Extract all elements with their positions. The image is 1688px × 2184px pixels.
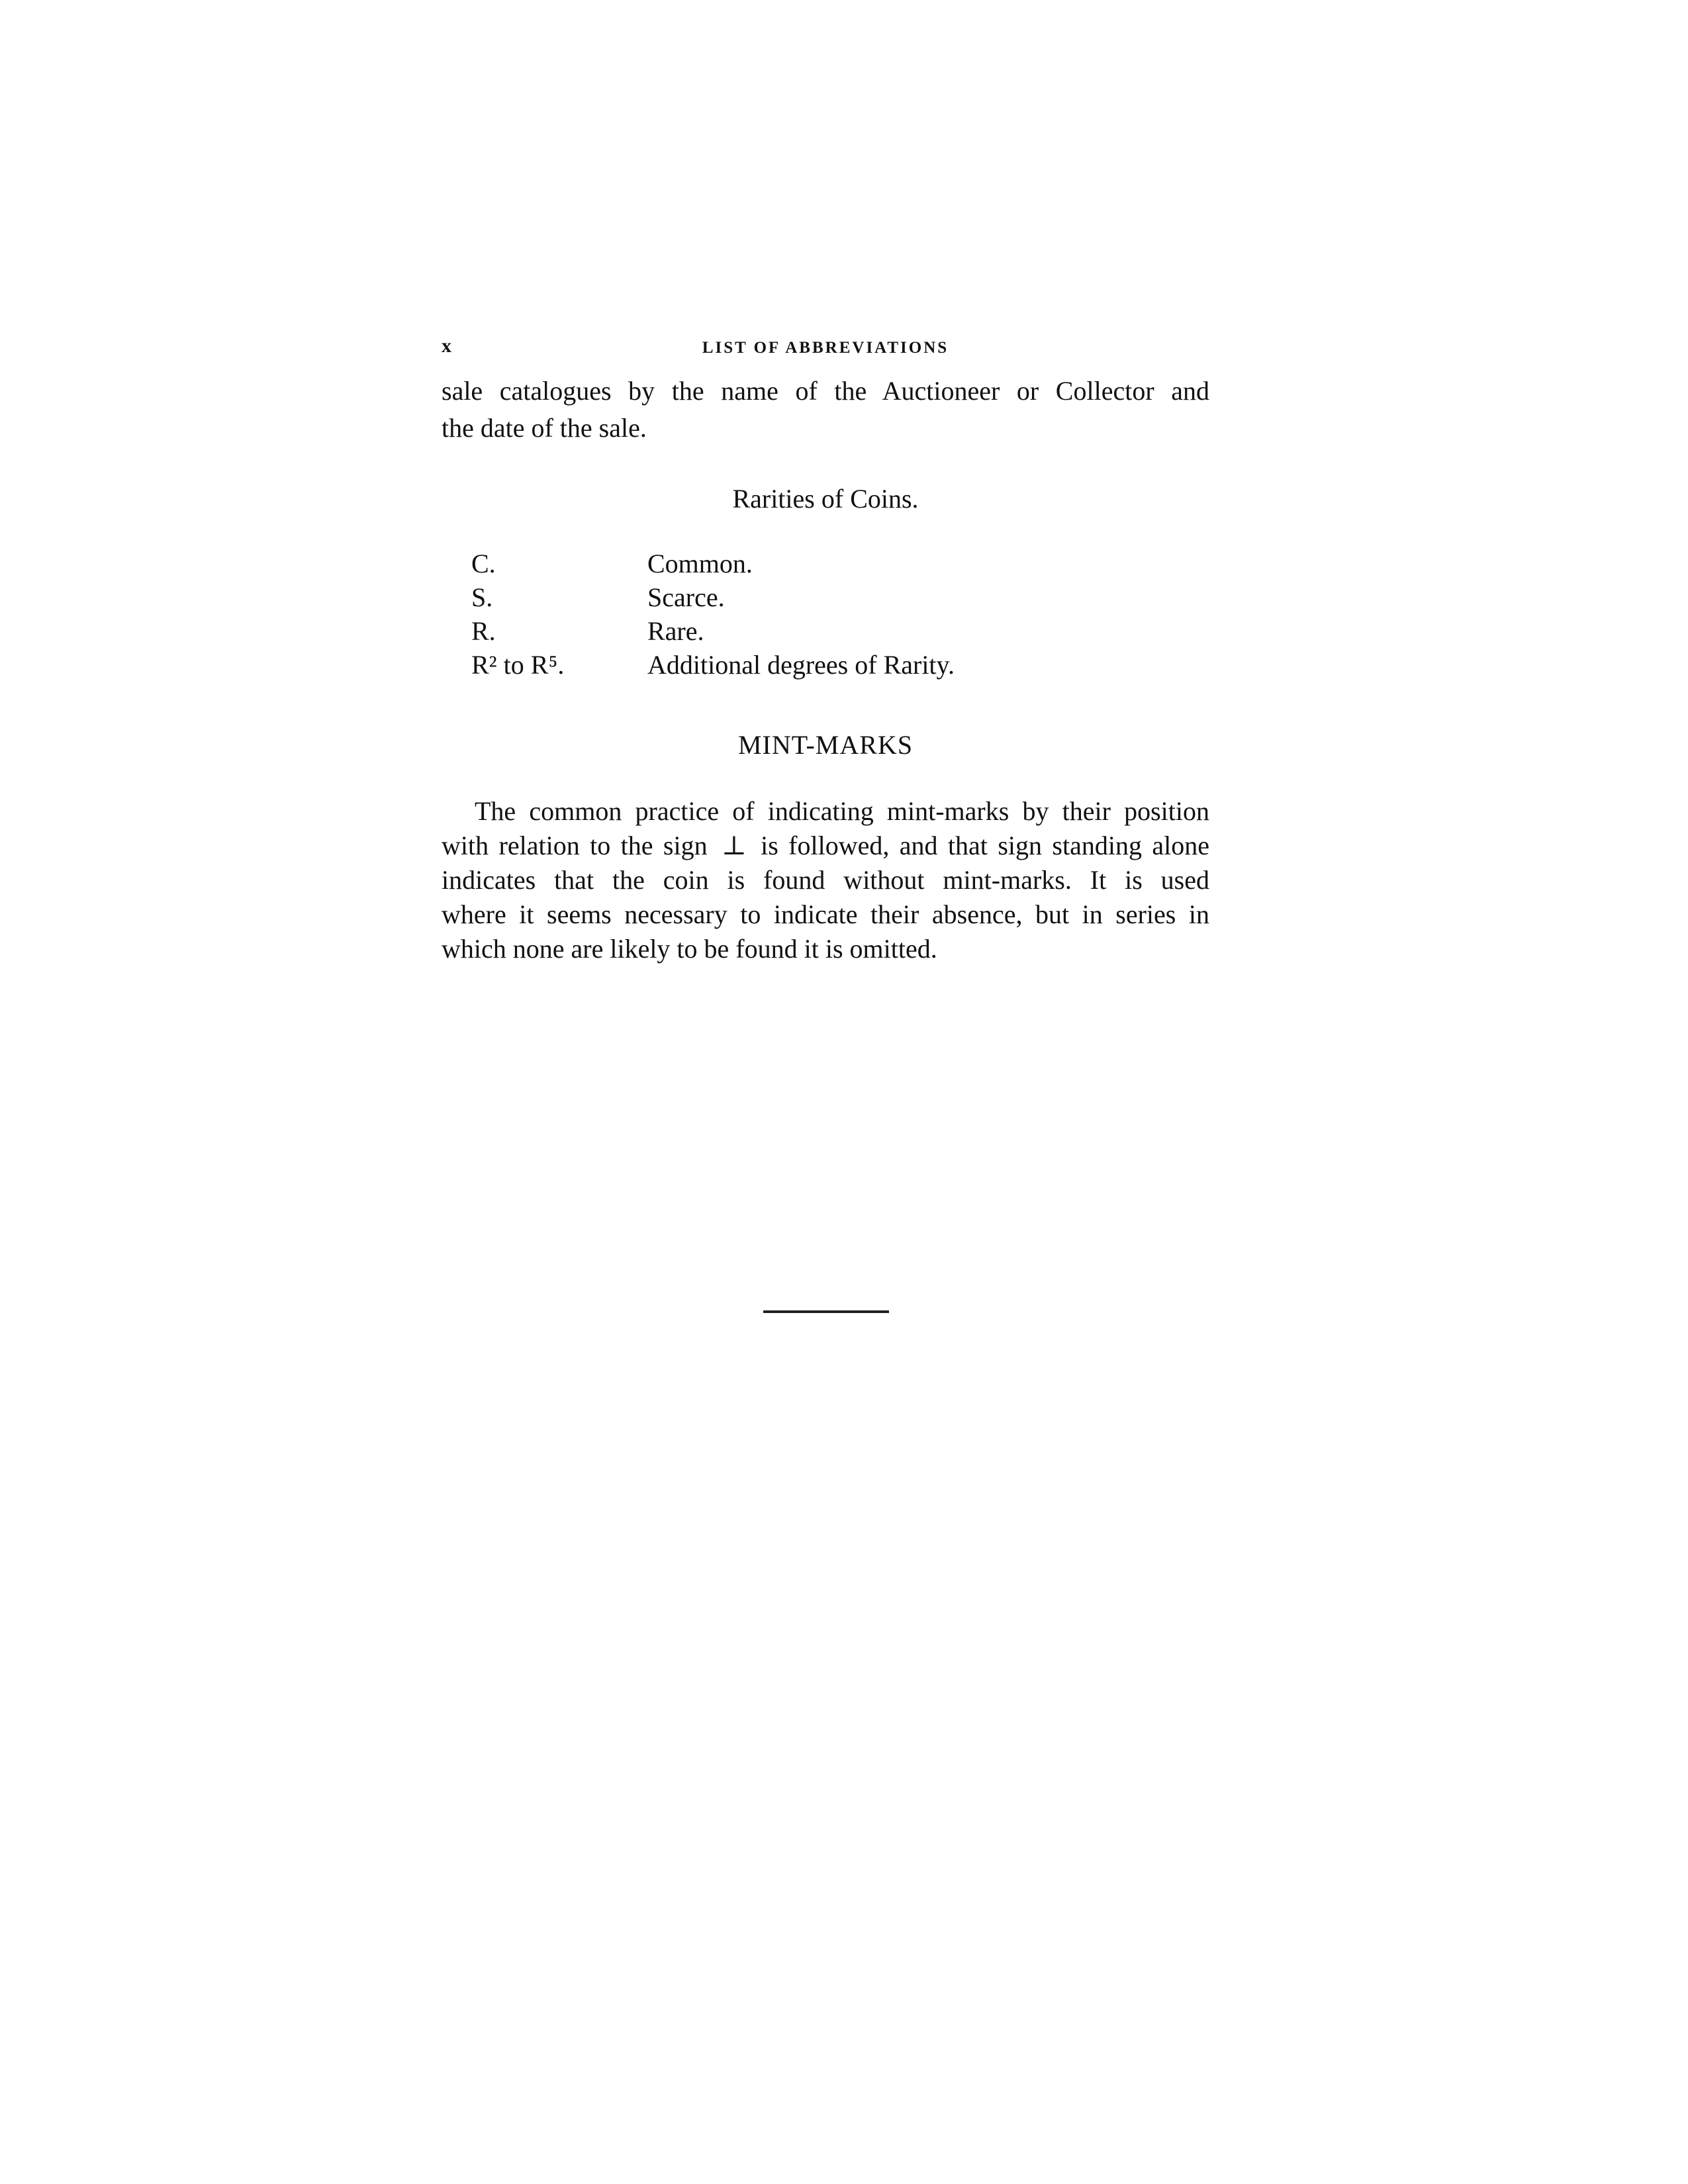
- rarity-row: [471, 547, 955, 580]
- page-header: [442, 335, 1209, 368]
- section-end-rule: [763, 1310, 889, 1313]
- mint-marks-paragraph: [442, 794, 1209, 966]
- paragraph-line: the date of the sale.: [442, 413, 647, 443]
- mint-sign-symbol: ⊥: [722, 831, 747, 860]
- paragraph-line: sale catalogues by the name of the Auctioneer or Collector and: [442, 376, 1209, 406]
- rarity-meaning: Scarce.: [647, 582, 725, 612]
- rarities-table: [471, 547, 955, 682]
- rarity-abbreviation: S.: [471, 582, 493, 612]
- mint-marks-heading: MINT-MARKS: [737, 730, 914, 760]
- page-number: x: [442, 335, 451, 357]
- paragraph-line: indicates that the coin is found without mint-marks. It is used: [442, 865, 1209, 895]
- rarity-abbreviation: R.: [471, 616, 496, 646]
- rarity-row: [471, 614, 955, 648]
- rarity-row: [471, 648, 955, 682]
- paragraph-line: which none are likely to be found it is omitted.: [442, 934, 937, 964]
- paragraph-line: The common practice of indicating mint-marks by their position: [475, 796, 1209, 826]
- rarity-abbreviation: C.: [471, 549, 496, 578]
- paragraph-line: [442, 829, 1209, 863]
- rarity-meaning: Additional degrees of Rarity.: [647, 650, 955, 680]
- rarity-abbreviation: R² to R⁵.: [471, 650, 565, 680]
- rarity-meaning: Common.: [647, 549, 753, 578]
- paragraph-line-segment: with relation to the sign: [442, 831, 708, 860]
- running-head: LIST OF ABBREVIATIONS: [702, 339, 949, 357]
- paragraph-line: where it seems necessary to indicate their absence, but in series in: [442, 899, 1209, 929]
- paragraph-line-segment: is followed, and that sign standing alone: [761, 831, 1210, 860]
- rarity-meaning: Rare.: [647, 616, 704, 646]
- rarities-heading: Rarities of Coins.: [732, 484, 919, 514]
- rarity-row: [471, 580, 955, 614]
- continuation-paragraph: [442, 373, 1209, 447]
